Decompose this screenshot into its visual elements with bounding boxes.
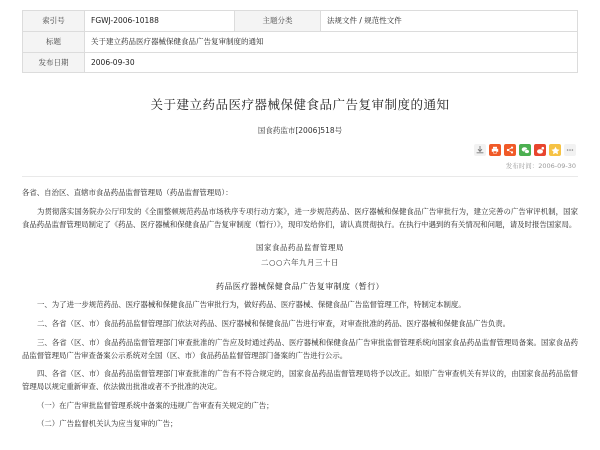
page-title: 关于建立药品医疗器械保健食品广告复审制度的通知 [150, 97, 450, 113]
meta-label-index: 索引号 [23, 11, 85, 32]
meta-value-title: 关于建立药品医疗器械保健食品广告复审制度的通知 [85, 31, 578, 52]
metadata-table [22, 10, 578, 73]
addressee-line: 各省、自治区、直辖市食品药品监督管理局（药品监督管理局）： [22, 188, 233, 198]
article-1: 一、为了进一步规范药品、医疗器械和保健食品广告审批行为，做好药品、医疗器械、保健食品广告监督管理工作，特制定本制度。 [37, 300, 466, 310]
publish-time: 发布时间：2006-09-30 [505, 162, 576, 171]
body-paragraph-1: 为贯彻落实国务院办公厅印发的《全面整顿规范药品市场秩序专项行动方案》，进一步规范药品、医疗器械和保健食品广告审批行为，建立完善の广告审评机制，国家食品药品监督管理局制定了《药品、医疗器械和保健食品广告复审制度（暂行）》，现印发给你们，请认真贯彻执行。在执行中遇到的有关情况和问题，请及时报告国家局。 [22, 206, 578, 229]
share-icon[interactable] [504, 144, 516, 156]
signature-date: 二○○六年九月三十日 [260, 257, 340, 267]
meta-label-title: 标题 [23, 31, 85, 52]
weibo-icon[interactable] [534, 144, 546, 156]
wechat-icon[interactable] [519, 144, 531, 156]
article-4-item-2: （二）广告监督机关认为应当复审的广告； [37, 419, 178, 429]
table-row [23, 52, 578, 73]
article-2: 二、各省（区、市）食品药品监督管理部门依法对药品、医疗器械和保健食品广告进行审查，对审查批准的药品、医疗器械和保健食品广告负责。 [37, 319, 511, 329]
table-row [23, 31, 578, 52]
share-toolbar [22, 144, 578, 156]
meta-value-category: 法规文件 / 规范性文件 [321, 11, 578, 32]
meta-label-category: 主题分类 [235, 11, 321, 32]
print-icon[interactable] [489, 144, 501, 156]
regulation-title: 药品医疗器械保健食品广告复审制度（暂行） [216, 281, 384, 291]
table-row [23, 11, 578, 32]
meta-value-publish-date: 2006-09-30 [85, 52, 578, 73]
meta-label-publish-date: 发布日期 [23, 52, 85, 73]
signature-organization: 国家食品药品监督管理局 [256, 243, 344, 253]
article-4-item-1: （一）在广告审批监督管理系统中备案的违规广告审查有关规定的广告； [37, 400, 274, 410]
meta-value-index: FGWJ-2006-10188 [85, 11, 235, 32]
article-3: 三、各省（区、市）食品药品监督管理部门审查批准的广告应及时通过药品、医疗器械和保健食品广告审批监督管理系统向国家食品药品监督管理局备案。国家食品药品监督管理局广告审查备案公示系统对全国（区、市）食品药品监督管理部门备案的广告进行公示。 [22, 337, 578, 360]
document-number: 国食药监市[2006]518号 [257, 126, 343, 136]
qzone-icon[interactable] [549, 144, 561, 156]
divider [22, 176, 578, 177]
signature-block [22, 241, 578, 269]
article-4: 四、各省（区、市）食品药品监督管理部门审查批准的广告有不符合规定的，国家食品药品监督管理局将予以改正。如原广告审查机关有异议的，由国家食品药品监督管理局以规定重新审查、依法做出批准或者不予批准的决定。 [22, 369, 578, 391]
more-icon[interactable] [564, 144, 576, 156]
document-body [22, 187, 578, 431]
download-icon[interactable] [474, 144, 486, 156]
